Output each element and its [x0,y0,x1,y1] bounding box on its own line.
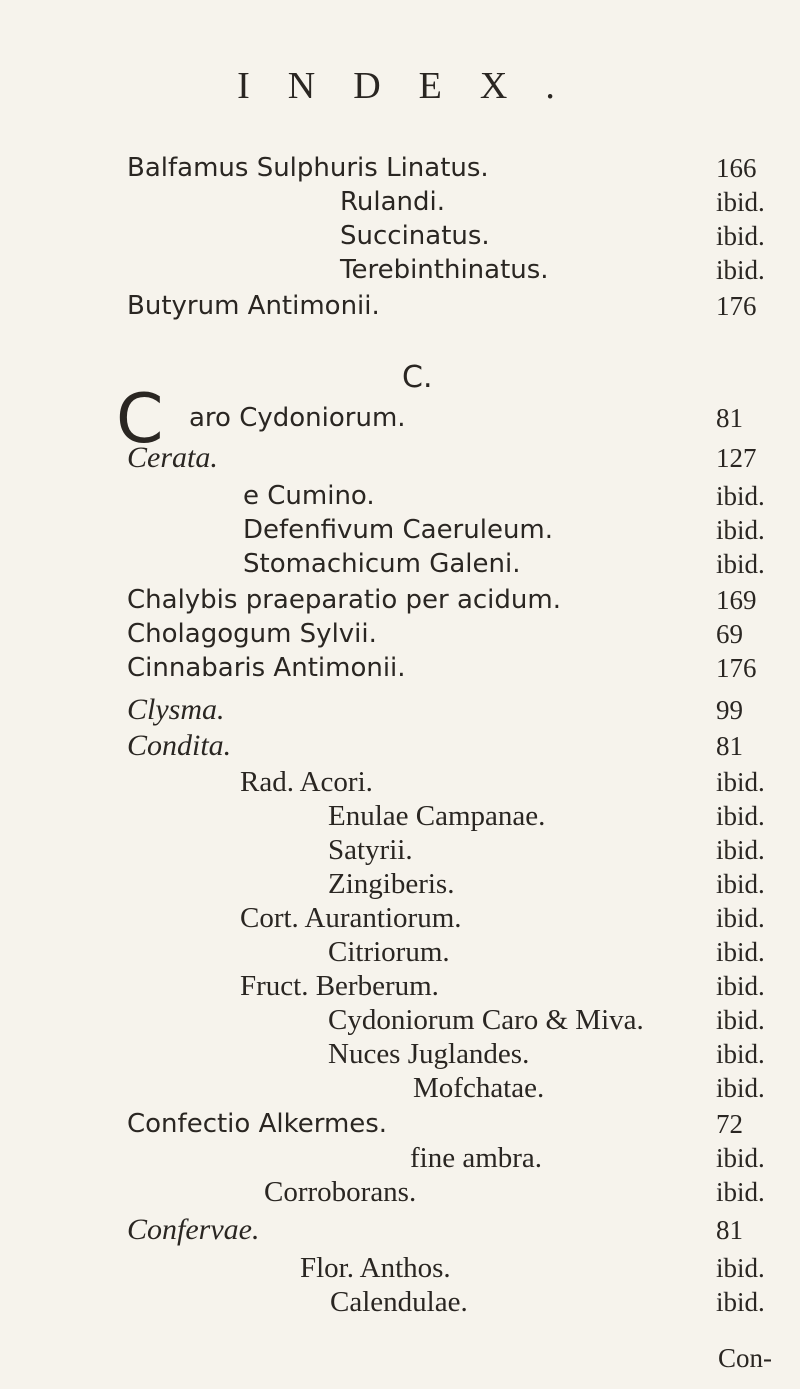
index-entry [0,1036,800,1072]
entry-page: 176 [716,291,757,321]
entry-text: Calendulae. [330,1286,468,1318]
index-entry [0,512,800,548]
entry-page: 81 [716,1215,743,1245]
index-entry [0,900,800,936]
index-entry [0,546,800,582]
entry-text: Confectio Alkermes. [127,1109,388,1139]
entry-page: 99 [716,695,743,725]
entry-page: ibid. [716,1287,765,1317]
entry-text: Satyrii. [328,834,413,866]
index-entry [0,832,800,868]
entry-text: Stomachicum Galeni. [243,549,521,579]
section-letter: C. [402,360,433,395]
entry-text: Cydoniorum Caro & Miva. [328,1004,644,1036]
index-entry [0,252,800,288]
entry-text: Cerata. [127,441,218,474]
entry-text: Cholagogum Sylvii. [127,619,377,649]
entry-text: Terebinthinatus. [340,255,549,285]
entry-text: Rad. Acori. [240,766,373,798]
index-entry [0,764,800,800]
entry-page: ibid. [716,801,765,831]
entry-page: ibid. [716,187,765,217]
entry-text: Cinnabaris Antimonii. [127,653,406,683]
entry-page: ibid. [716,1143,765,1173]
index-entry [0,478,800,514]
entry-page: ibid. [716,515,765,545]
index-entry [0,218,800,254]
index-entry [0,1106,800,1142]
entry-page: ibid. [716,1073,765,1103]
entry-text: Succinatus. [340,221,490,251]
entry-page: 169 [716,585,757,615]
entry-text: e Cumino. [243,481,375,511]
entry-page: ibid. [716,869,765,899]
index-entry [0,692,800,728]
entry-text: Clysma. [127,693,225,726]
entry-page: ibid. [716,1039,765,1069]
entry-text: Nuces Juglandes. [328,1038,530,1070]
entry-text: Zingiberis. [328,868,455,900]
index-title: INDEX. [237,65,593,107]
catchword: Con- [718,1343,772,1373]
entry-page: ibid. [716,1253,765,1283]
entry-page: 81 [716,403,743,433]
drop-cap: C [116,380,164,459]
index-entry [0,1212,800,1248]
entry-page: ibid. [716,835,765,865]
entry-text: Corroborans. [264,1176,417,1208]
entry-text: Fruct. Berberum. [240,970,439,1002]
index-entry [0,866,800,902]
index-entry [0,1002,800,1038]
entry-page: 127 [716,443,757,473]
index-entry [0,150,800,186]
entry-text: Mofchatae. [413,1072,545,1104]
index-entry [0,798,800,834]
entry-text: Rulandi. [340,187,446,217]
entry-text: Confervae. [127,1213,260,1246]
entry-page: ibid. [716,549,765,579]
index-entry [0,1174,800,1210]
index-entry [0,288,800,324]
entry-page: ibid. [716,255,765,285]
entry-text: Butyrum Antimonii. [127,291,380,321]
entry-page: 81 [716,731,743,761]
index-entry [0,582,800,618]
index-entry [0,650,800,686]
entry-page: ibid. [716,971,765,1001]
index-entry [0,1140,800,1176]
index-entry [0,184,800,220]
index-entry [0,1250,800,1286]
entry-text: Enulae Campanae. [328,800,546,832]
index-entry [0,968,800,1004]
entry-page: ibid. [716,1005,765,1035]
entry-page: 72 [716,1109,743,1139]
entry-page: 166 [716,153,757,183]
entry-page: ibid. [716,937,765,967]
page-header [0,64,800,108]
entry-text: Citriorum. [328,936,450,968]
entry-page: ibid. [716,481,765,511]
entry-text: Chalybis praeparatio per acidum. [127,585,561,615]
entry-text: Flor. Anthos. [300,1252,451,1284]
entry-page: ibid. [716,767,765,797]
index-entry [0,934,800,970]
entry-text: aro Cydoniorum. [189,403,406,433]
index-entry [0,616,800,652]
entry-page: ibid. [716,903,765,933]
entry-text: Condita. [127,729,232,762]
catchword-row [0,1340,800,1376]
entry-page: ibid. [716,221,765,251]
entry-page: ibid. [716,1177,765,1207]
entry-text: Balfamus Sulphuris Linatus. [127,153,489,183]
entry-text: Defenfivum Caeruleum. [243,515,554,545]
index-entry [0,728,800,764]
index-entry [0,1284,800,1320]
index-entry [0,1070,800,1106]
entry-text: Cort. Aurantiorum. [240,902,462,934]
entry-page: 176 [716,653,757,683]
entry-page: 69 [716,619,743,649]
entry-text: fine ambra. [410,1142,543,1174]
